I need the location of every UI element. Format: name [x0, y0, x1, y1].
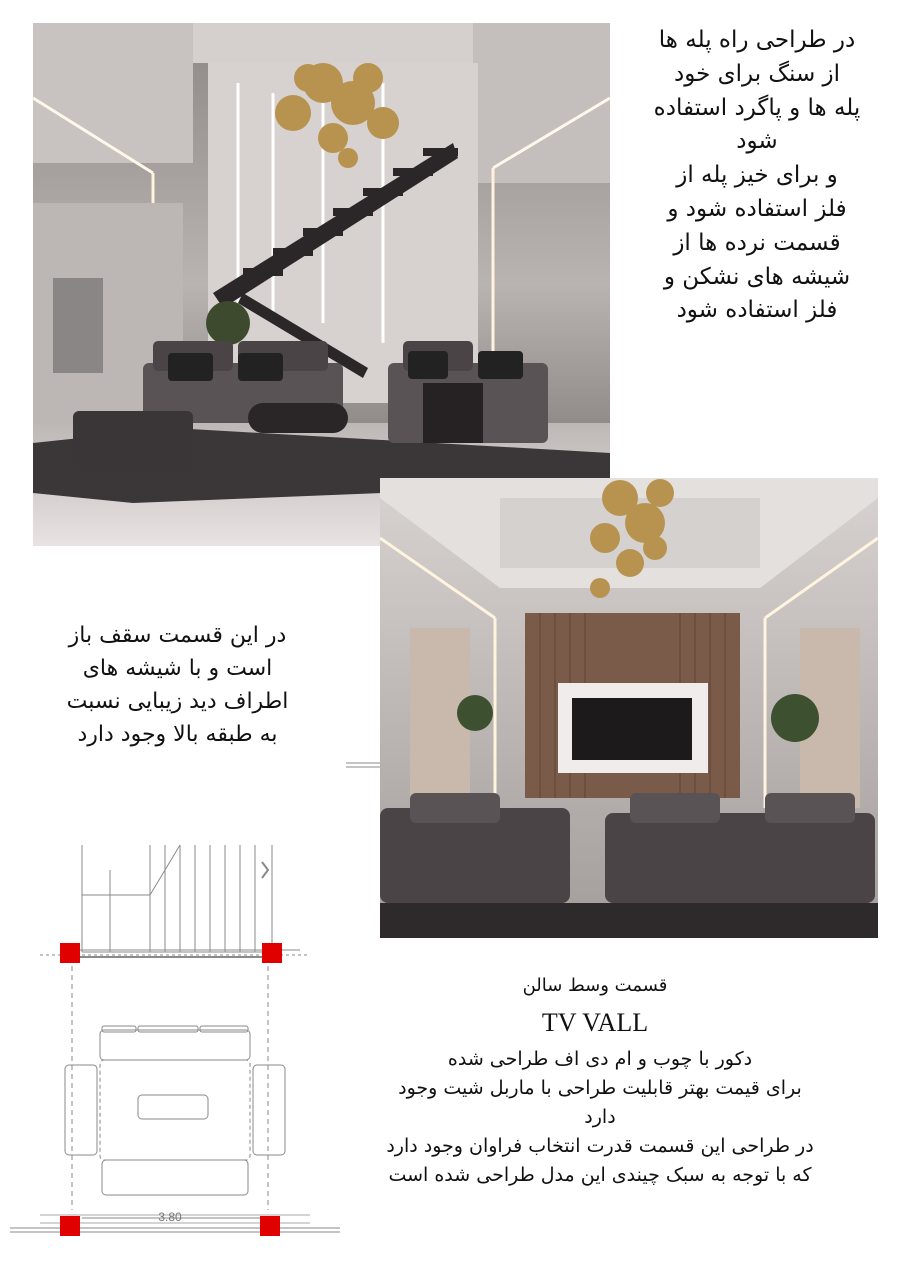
tv-section-description: دکور با چوب و ام دی اف طراحی شده برای قیمت بهتر قابلیت طراحی با ماربل شیت وجود دارد در طراحی این قسمت قدرت انتخاب فراوان وجود دارد که با توجه به سبک چیندی این مدل طراحی شده است	[386, 1048, 814, 1186]
open-ceiling-note: در این قسمت سقف باز است و با شیشه های اطراف دید زیبایی نسبت به طبقه بالا وجود دارد	[66, 623, 289, 747]
plan-dimension-label: 3.80	[158, 1210, 182, 1224]
leader-line	[346, 760, 380, 770]
tv-section-title: TV VALL	[541, 1008, 649, 1037]
tv-section-heading: قسمت وسط سالن	[522, 975, 668, 996]
stair-design-note: در طراحی راه پله ها از سنگ برای خود پله ها و پاگرد استفاده شود و برای خیز پله از فلز استفاده شود و قسمت نرده ها از شیشه های نشکن و فلز استفاده شود	[653, 27, 861, 324]
tv-wall-render	[380, 478, 878, 938]
floor-plan-drawing	[10, 840, 340, 1270]
stair-living-room-render	[33, 23, 610, 546]
